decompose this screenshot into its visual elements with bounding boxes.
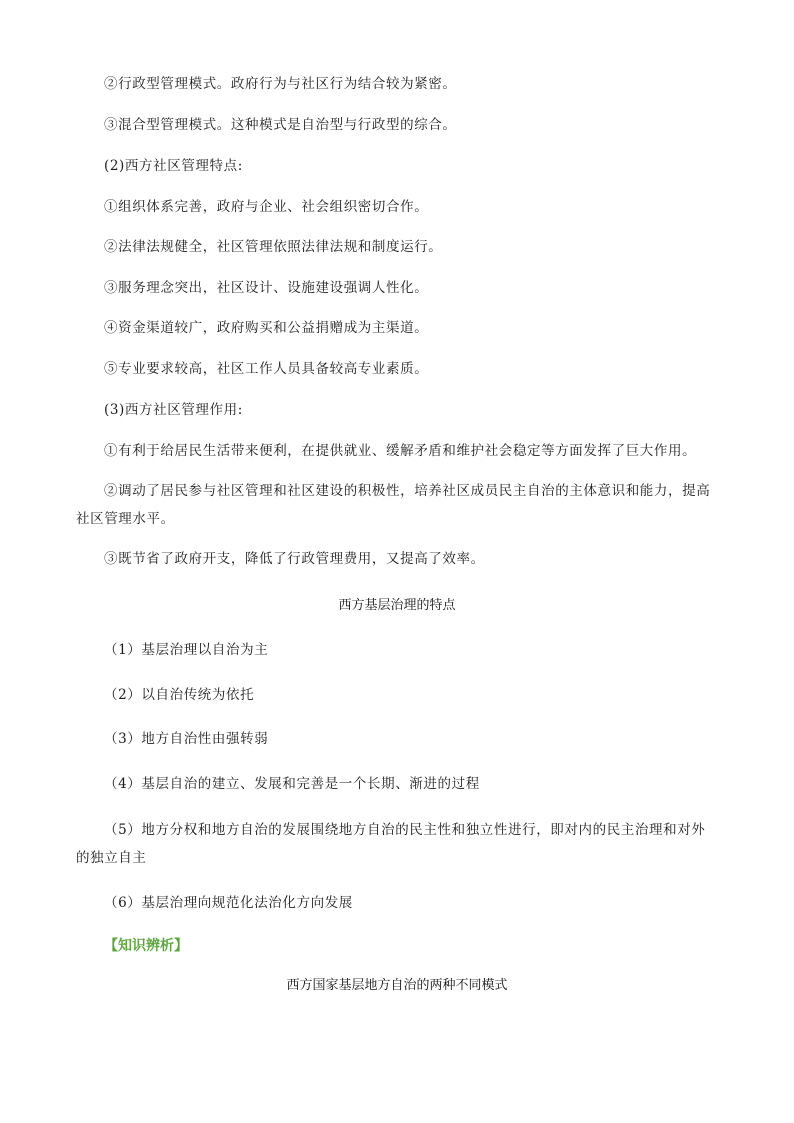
section-heading: 西方基层治理的特点 bbox=[338, 598, 456, 613]
paragraph: (2)西方社区管理特点: bbox=[104, 158, 243, 174]
paragraph: ①组织体系完善，政府与企业、社会组织密切合作。 bbox=[104, 199, 429, 215]
paragraph: ⑤专业要求较高，社区工作人员具备较高专业素质。 bbox=[104, 361, 429, 377]
paragraph: ②调动了居民参与社区管理和社区建设的积极性，培养社区成员民主自治的主体意识和能力，提高社区管理水平。 bbox=[76, 483, 711, 527]
paragraph: ③混合型管理模式。这种模式是自治型与行政型的综合。 bbox=[104, 117, 457, 133]
paragraph: ②行政型管理模式。政府行为与社区行为结合较为紧密。 bbox=[104, 76, 457, 92]
paragraph: (3)西方社区管理作用: bbox=[104, 402, 243, 418]
list-item: （1）基层治理以自治为主 bbox=[104, 642, 269, 658]
paragraph: ①有利于给居民生活带来便利，在提供就业、缓解矛盾和维护社会稳定等方面发挥了巨大作用。 bbox=[104, 443, 697, 459]
paragraph: ④资金渠道较广，政府购买和公益捐赠成为主渠道。 bbox=[104, 320, 429, 336]
section-heading: 西方国家基层地方自治的两种不同模式 bbox=[286, 978, 508, 993]
paragraph: ②法律法规健全，社区管理依照法律法规和制度运行。 bbox=[104, 239, 443, 255]
list-item: （5）地方分权和地方自治的发展围绕地方自治的民主性和独立性进行，即对内的民主治理和对外的独立自主 bbox=[76, 822, 706, 866]
list-item: （3）地方自治性由强转弱 bbox=[104, 731, 269, 747]
paragraph: ③服务理念突出，社区设计、设施建设强调人性化。 bbox=[104, 280, 429, 296]
list-item: （2）以自治传统为依托 bbox=[104, 687, 255, 703]
list-item: （6）基层治理向规范化法治化方向发展 bbox=[104, 895, 353, 911]
list-item: （4）基层自治的建立、发展和完善是一个长期、渐进的过程 bbox=[104, 776, 480, 792]
knowledge-analysis-tag: 【知识辨析】 bbox=[104, 938, 188, 954]
paragraph: ③既节省了政府开支，降低了行政管理费用，又提高了效率。 bbox=[104, 551, 485, 567]
